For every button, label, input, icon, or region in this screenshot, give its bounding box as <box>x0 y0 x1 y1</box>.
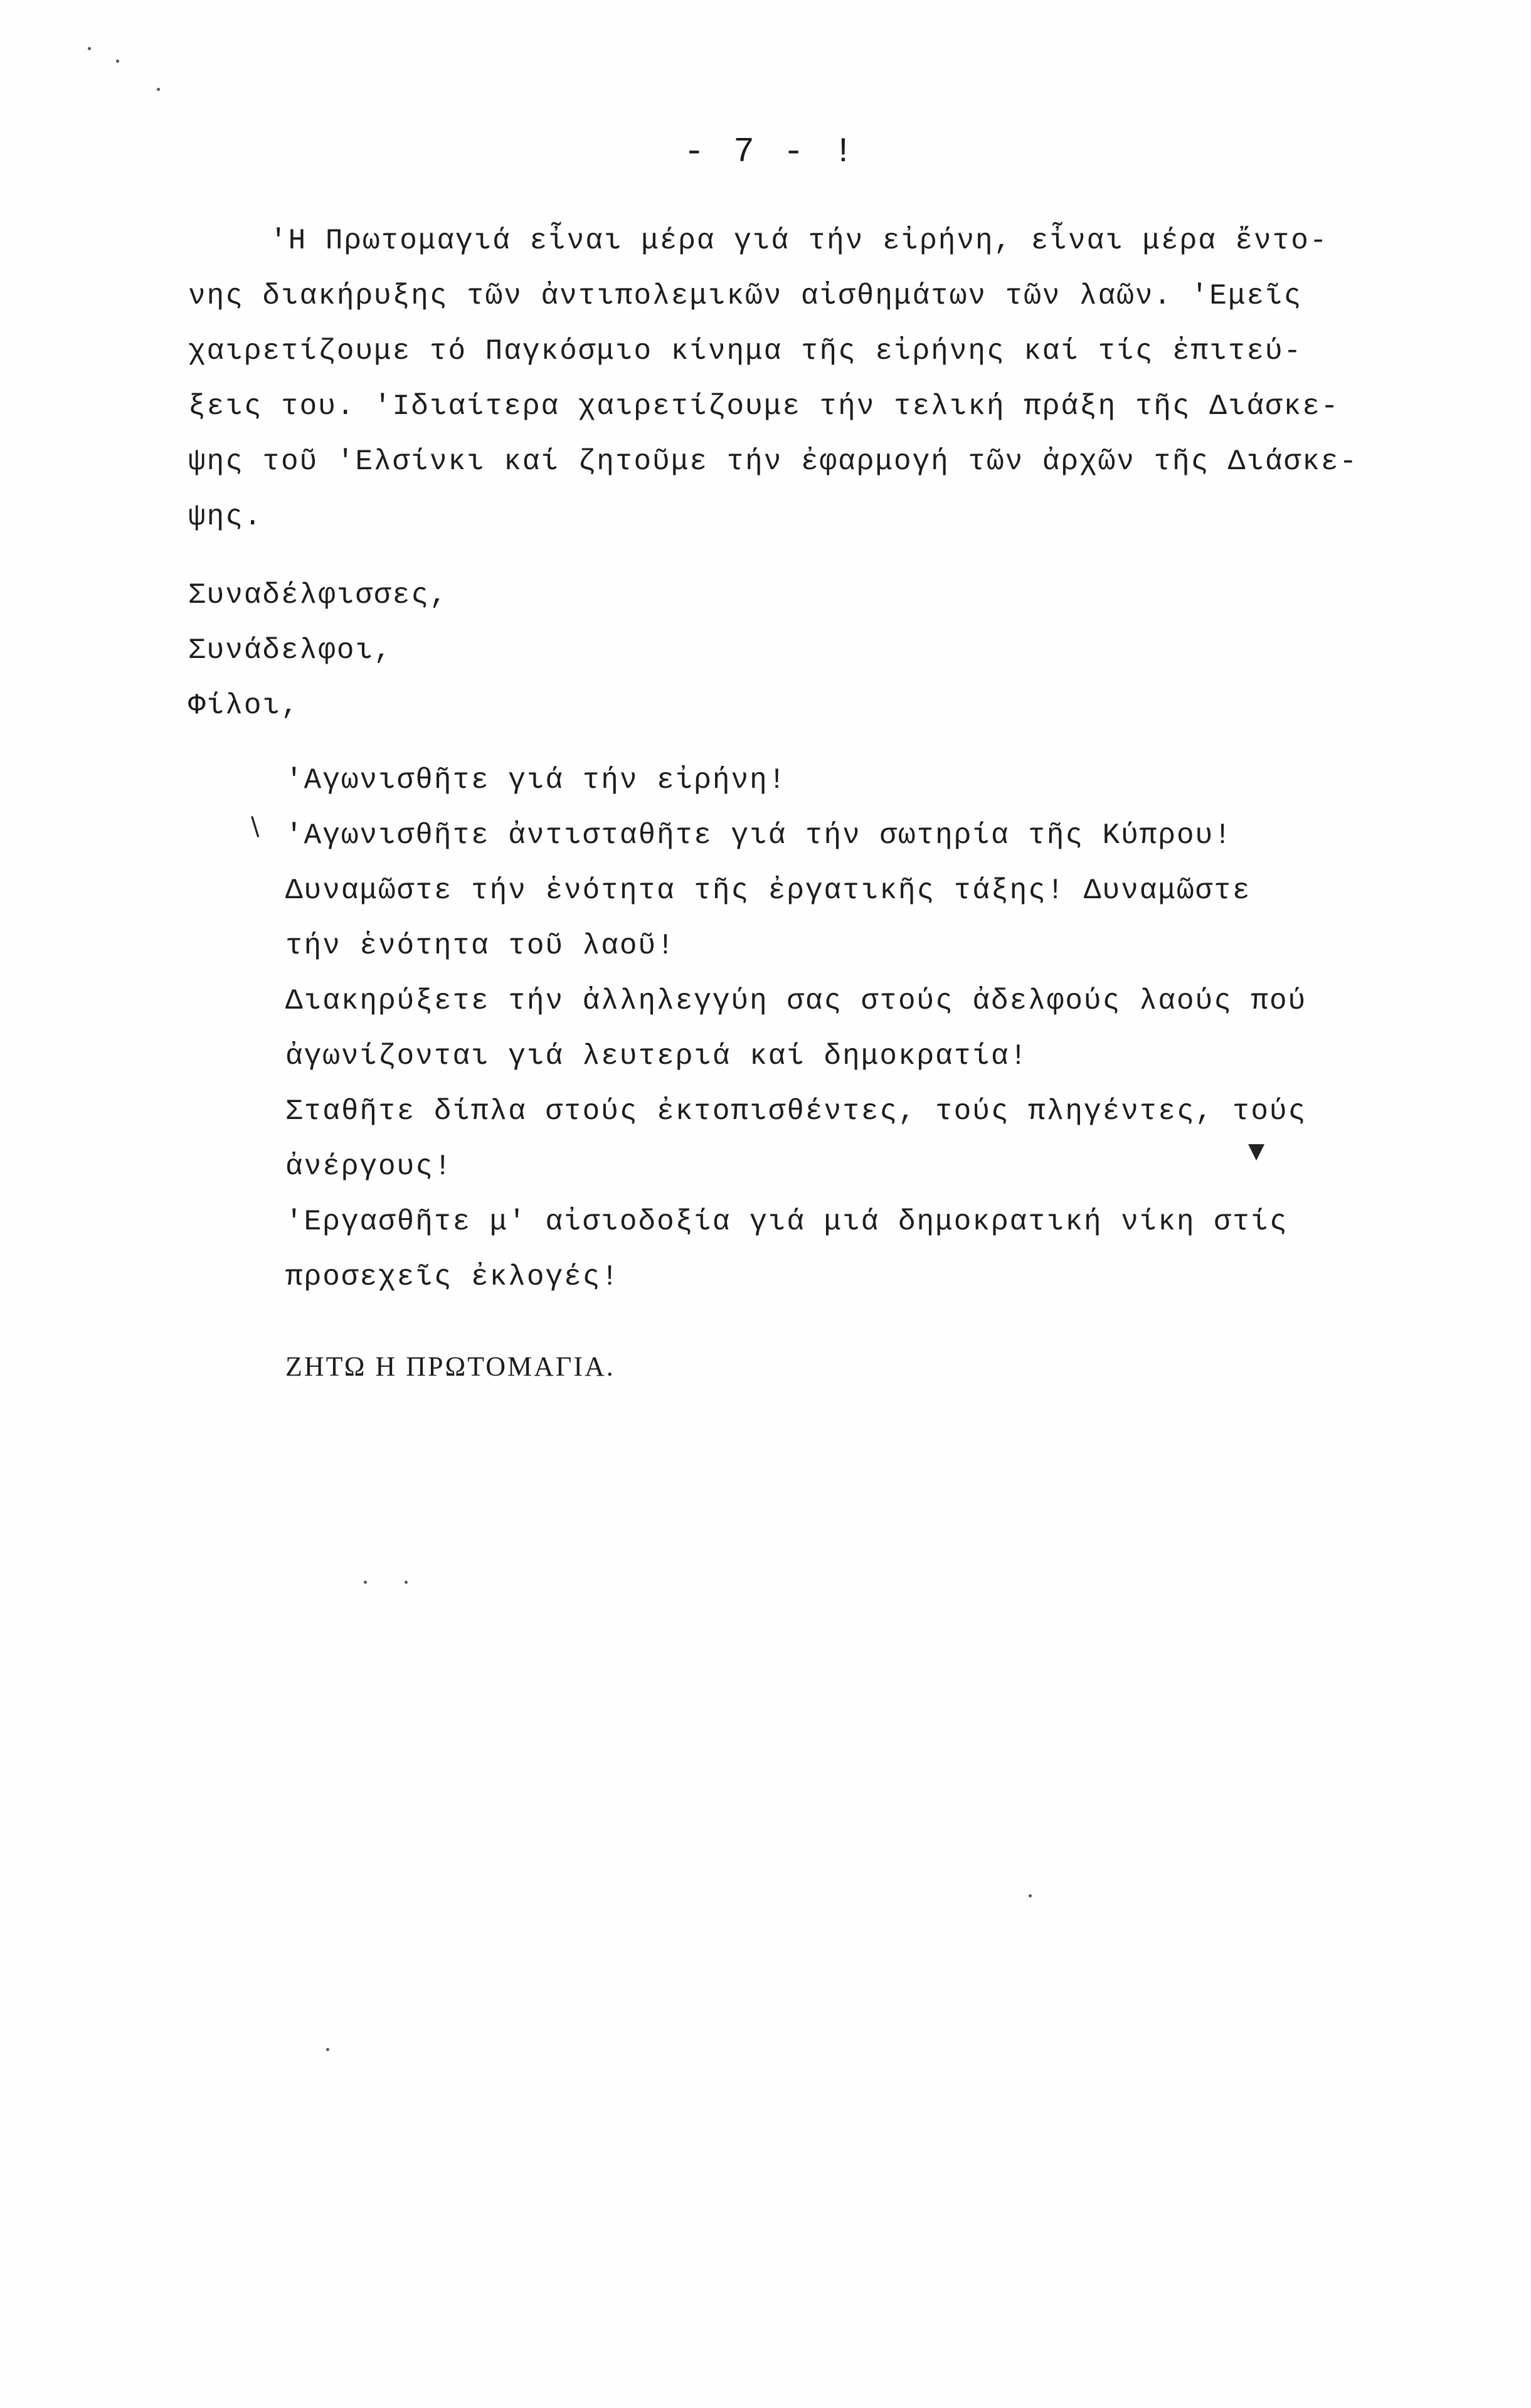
scan-speck <box>364 1581 367 1584</box>
paragraph-line: 'Η Πρωτομαγιά εἶναι μέρα γιά τήν εἰρήνη, εἶναι μέρα ἔντο- <box>270 225 1328 257</box>
paragraph-line: νης διακήρυξης τῶν ἀντιπολεμικῶν αἰσθημάτων τῶν λαῶν. 'Εμεῖς <box>188 280 1303 312</box>
page-number: - 7 - ! <box>684 132 858 172</box>
appeal-line: ἀνέργους! <box>285 1150 453 1183</box>
paragraph-line: ψης. <box>188 501 263 533</box>
appeal-line: 'Αγωνισθῆτε γιά τήν εἰρήνη! <box>285 764 787 797</box>
scan-speck <box>405 1581 408 1584</box>
salutation-line: Φίλοι, <box>188 689 300 722</box>
body-paragraph <box>188 213 1411 544</box>
appeals-block <box>285 753 1508 1305</box>
appeal-line: Διακηρύξετε τήν ἀλληλεγγύη σας στούς ἀδελφούς λαούς πού <box>285 985 1307 1017</box>
scan-speck <box>116 60 119 63</box>
paragraph-line: χαιρετίζουμε τό Παγκόσμιο κίνημα τῆς εἰρήνης καί τίς ἐπιτεύ- <box>188 335 1303 368</box>
appeal-line: τήν ἑνότητα τοῦ λαοῦ! <box>285 930 675 962</box>
closing-slogan: ΖΗΤΩ Η ΠΡΩΤΟΜΑΓΙΑ. <box>285 1351 615 1382</box>
appeal-line: προσεχεῖς ἐκλογές! <box>285 1261 620 1293</box>
scan-speck <box>1029 1894 1032 1897</box>
appeal-line: Σταθῆτε δίπλα στούς ἐκτοπισθέντες, τούς πληγέντες, τούς <box>285 1095 1307 1128</box>
triangle-mark-icon: ▼ <box>1248 1138 1265 1164</box>
margin-mark: \ <box>251 812 260 841</box>
scan-speck <box>157 88 160 91</box>
salutation-line: Συνάδελφοι, <box>188 634 393 667</box>
salutation-line: Συναδέλφισσες, <box>188 579 448 612</box>
paragraph-line: ψης τοῦ 'Ελσίνκι καί ζητοῦμε τήν ἐφαρμογή τῶν ἀρχῶν τῆς Διάσκε- <box>188 445 1359 478</box>
appeal-line: 'Εργασθῆτε μ' αἰσιοδοξία γιά μιά δημοκρατική νίκη στίς <box>285 1206 1288 1238</box>
paragraph-line: ξεις του. 'Ιδιαίτερα χαιρετίζουμε τήν τελική πράξη τῆς Διάσκε- <box>188 390 1340 423</box>
appeal-line: Δυναμῶστε τήν ἑνότητα τῆς ἐργατικῆς τάξης! Δυναμῶστε <box>285 874 1251 907</box>
scan-speck <box>326 2048 329 2051</box>
salutation-block <box>188 568 1411 733</box>
appeal-line: 'Αγωνισθῆτε ἀντισταθῆτε γιά τήν σωτηρία τῆς Κύπρου! <box>285 819 1232 852</box>
appeal-line: ἀγωνίζονται γιά λευτεριά καί δημοκρατία! <box>285 1040 1029 1073</box>
scan-speck <box>88 47 91 50</box>
